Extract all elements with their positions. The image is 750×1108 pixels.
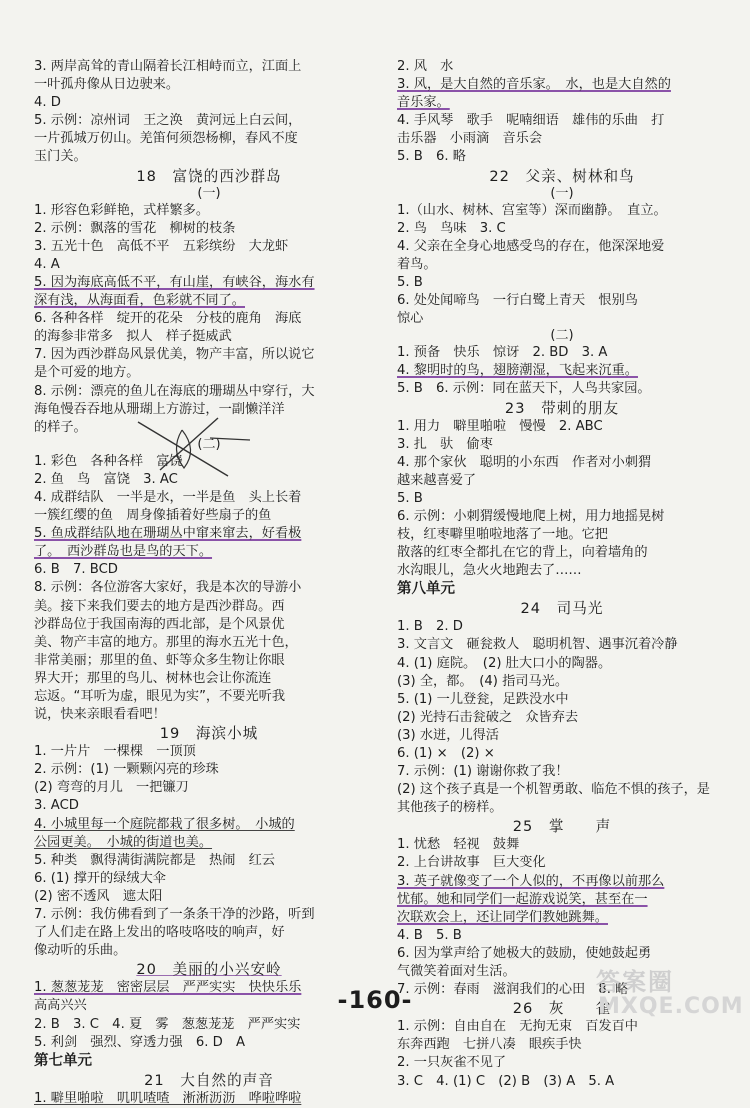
answer-text: (二) [197,436,221,452]
answer-text: 美。接下来我们要去的地方是西沙群岛。西 [34,598,285,614]
answer-text: 20 美丽的小兴安岭 [136,961,282,979]
answer-text: 5. (1) 一儿登瓮，足跌没水中 [397,691,569,707]
answer-line [34,58,384,76]
answer-text: 4. 成群结队 一半是水，一半是鱼 头上长着 [34,489,302,505]
answer-text: 6. 各种各样 绽开的花朵 分枝的鹿角 海底 [34,311,302,327]
answer-text: (3) 水迸，儿得活 [397,727,499,743]
answer-text: 6. (1) × (2) × [397,746,495,761]
answer-text: 4. D [34,95,61,111]
answer-text: 说，快来亲眼看看吧！ [34,707,166,723]
answer-text: 东奔西跑 七拼八凑 眼疾手快 [397,1037,582,1053]
answer-text: 3. 两岸高耸的青山隔着长江相峙而立，江面上 [34,59,302,74]
answer-line [34,852,384,870]
answer-line [397,58,727,76]
answer-text: 界大开；那里的鸟儿、树林也会让你流连 [34,670,272,686]
answer-line [397,873,727,891]
answer-line [34,834,384,852]
answer-line [397,673,727,691]
answer-line [34,652,384,670]
answer-text: 高高兴兴 [34,998,87,1014]
answer-text: (2) 弯弯的月儿 一把镰刀 [34,780,189,796]
answer-line [34,383,384,401]
answer-line [397,945,727,963]
answer-line [397,727,727,745]
answer-text: 非常美丽；那里的鱼、虾等众多生物让你眼 [34,652,285,668]
subsection-label [397,186,727,202]
answer-line [397,526,727,544]
answer-text: 4. 黎明时的鸟，翅膀潮湿，飞起来沉重。 [397,363,638,379]
answer-line [34,148,384,166]
answer-text: 24 司马光 [520,600,604,618]
answer-text: 3. C 4. (1) C (2) B (3) A 5. A [397,1073,615,1089]
answer-text: 5. B 6. 略 [397,149,466,165]
answer-line [34,130,384,148]
answer-text: 7. 因为西沙群岛风景优美，物产丰富，所以说它 [34,347,315,363]
answer-line [397,799,727,817]
answer-line [397,472,727,490]
answer-line [397,344,727,362]
answer-text: 4. 那个家伙 聪明的小东西 作者对小刺猬 [397,454,652,470]
answer-text: (2) 密不透风 遮太阳 [34,888,163,904]
answer-line [397,781,727,799]
answer-line [34,797,384,815]
answer-text: 6. 示例：小刺猬缓慢地爬上树，用力地摇晃树 [397,508,665,524]
answer-line [34,507,384,525]
answer-text: 2. 示例：(1) 一颗颗闪亮的珍珠 [34,762,219,778]
answer-line [34,1016,384,1034]
section-title [397,167,727,186]
answer-text: 忘返。“耳听为虚，眼见为实”，不要光听我 [34,689,286,704]
answer-text: 8. 示例：漂亮的鱼儿在海底的珊瑚丛中穿行，大 [34,383,315,399]
answer-line [397,1054,727,1072]
page-number: -160- [337,986,413,1014]
answer-text: 1. 一片片 一棵棵 一顶顶 [34,744,196,760]
answer-line [34,924,384,942]
answer-text: 1.（山水、树林、宫室等）深而幽静。 直立。 [397,202,667,218]
answer-line [397,909,727,927]
answer-line [34,561,384,579]
answer-text: 1. 葱葱茏茏 密密层层 严严实实 快快乐乐 [34,980,302,996]
answer-line [397,891,727,909]
answer-text: 的海参非常多 拟人 样子挺威武 [34,329,232,345]
answer-text: 沙群岛位于我国南海的西北部，是个风景优 [34,616,285,632]
answer-line [397,836,727,854]
subsection-label [34,186,384,202]
answer-line [397,274,727,292]
answer-text: 3. ACD [34,798,79,814]
answer-text: 1. 忧愁 轻视 鼓舞 [397,837,520,853]
answer-text: 5. 利剑 强烈、穿透力强 6. D A [34,1034,245,1050]
answer-text: 玉门关。 [34,149,87,165]
answer-text: 3. 文言文 砸瓮救人 聪明机智、遇事沉着冷静 [397,637,678,653]
section-title [34,960,384,979]
answer-line [397,691,727,709]
unit-heading [34,1052,384,1071]
answer-line [397,112,727,130]
answer-text: 23 带刺的朋友 [504,399,620,417]
answer-text: 8. 示例：各位游客大家好，我是本次的导游小 [34,580,302,596]
answer-line [397,380,727,398]
answer-text: 惊心 [397,311,424,327]
answer-text: 22 父亲、树林和鸟 [489,167,635,185]
answer-text: (一) [197,185,221,201]
answer-line [397,508,727,526]
answer-line [397,454,727,472]
answer-text: 散落的红枣全都扎在它的背上，向着墙角的 [397,545,648,561]
answer-line [397,1036,727,1054]
answer-text: 2. 鸟 鸟味 3. C [397,220,506,236]
answer-line [34,870,384,888]
answer-text: 5. 示例：凉州词 王之涣 黄河远上白云间， [34,113,302,129]
answer-text: 一片孤城万仞山。羌笛何须怨杨柳，春风不度 [34,131,298,147]
answer-text: 了。 西沙群岛也是鸟的天下。 [34,544,213,560]
answer-text: 25 掌 声 [512,818,612,836]
answer-line [397,256,727,274]
answer-text: 枝，红枣噼里啪啦地落了一地。它把 [397,527,608,543]
answer-text: 5. B [397,490,423,506]
answer-text: 21 大自然的声音 [144,1071,274,1089]
answer-line [397,130,727,148]
answer-line [397,202,727,220]
answer-line [34,94,384,112]
left-column [34,58,384,1108]
answer-line [397,544,727,562]
answer-line [34,112,384,130]
unit-heading [397,580,727,599]
answer-text: 一叶孤舟像从日边驶来。 [34,77,180,93]
answer-line [397,1073,727,1091]
watermark-logo [596,962,744,1024]
answer-line [34,816,384,834]
answer-text: 2. 示例：飘落的雪花 柳树的枝条 [34,220,236,236]
answer-text: 了人们走在路上发出的咯吱咯吱的响声，好 [34,925,285,941]
answer-line [397,655,727,673]
answer-text: 7. 示例：我仿佛看到了一条条干净的沙路，听到 [34,907,315,923]
answer-text: 3. 英子就像变了一个人似的，不再像以前那么 [397,873,665,889]
answer-text: 2. 一只灰雀不见了 [397,1055,507,1071]
answer-text: 1. 形容色彩鲜艳，式样繁多。 [34,202,210,218]
answer-line [34,743,384,761]
answer-line [34,906,384,924]
answer-text: 5. 鱼成群结队地在珊瑚丛中窜来窜去，好看极 [34,526,302,542]
answer-line [397,238,727,256]
answer-text: 2. 上台讲故事 巨大变化 [397,855,546,871]
answer-text: (2) 光持石击瓮破之 众皆弃去 [397,709,579,725]
answer-text: 次联欢会上，还让同学们教她跳舞。 [397,909,608,925]
answer-text: 1. 噼里啪啦 叽叽喳喳 淅淅沥沥 哗啦哗啦 [34,1090,302,1106]
answer-line [397,94,727,112]
answer-text: 1. 示例：自由自在 无拘无束 百发百中 [397,1019,638,1035]
answer-text: 着鸟。 [397,256,437,272]
answer-line [34,1090,384,1108]
answer-text: 2. 风 水 [397,59,454,74]
answer-line [397,220,727,238]
answer-line [397,76,727,94]
answer-text: 4. 小城里每一个庭院都栽了很多树。 小城的 [34,816,295,832]
answer-text: 5. B [397,274,423,290]
answer-line [397,292,727,310]
answer-text: 2. B 3. C 4. 夏 雾 葱葱茏茏 严严实实 [34,1016,301,1032]
answer-line [34,761,384,779]
answer-line [397,310,727,328]
answer-line [34,942,384,960]
watermark-url: MXQE.COM [598,994,744,1019]
answer-line [34,706,384,724]
answer-text: 音乐家。 [397,95,450,111]
section-title [34,724,384,743]
answer-text: 5. B 6. 示例：同在蓝天下，人鸟共家园。 [397,381,651,397]
answer-line [397,854,727,872]
answer-text: 6. 因为掌声给了她极大的鼓励，使她鼓起勇 [397,945,652,961]
answer-line [34,256,384,274]
answer-text: (二) [550,328,574,344]
answer-line [34,310,384,328]
answer-text: 5. 因为海底高低不平，有山崖，有峡谷，海水有 [34,274,315,290]
answer-line [34,670,384,688]
answer-text: 7. 示例：春雨 滋润我们的心田 8. 略 [397,982,629,998]
answer-text: 其他孩子的榜样。 [397,800,503,816]
answer-text: 深有浅，从海面看，色彩就不同了。 [34,293,245,309]
answer-text: 1. B 2. D [397,619,463,635]
section-title [34,1071,384,1090]
answer-text: 1. 预备 快乐 惊讶 2. BD 3. A [397,345,608,361]
subsection-label [397,328,727,344]
answer-text: 的样子。 [34,419,87,435]
answer-text: 公园更美。 小城的街道也美。 [34,834,213,850]
answer-line [34,579,384,597]
answer-line [34,202,384,220]
answer-text: 4. 手风琴 歌手 呢喃细语 雄伟的乐曲 打 [397,113,665,129]
answer-text: 7. 示例：(1) 谢谢你救了我！ [397,764,569,780]
answer-text: 1. 用力 噼里啪啦 慢慢 2. ABC [397,418,603,434]
answer-line [34,779,384,797]
answer-text: 越来越喜爱了 [397,472,477,488]
answer-line [34,525,384,543]
answer-text: 26 灰 雀 [512,1000,612,1018]
answer-line [34,220,384,238]
answer-line [34,888,384,906]
answer-text: 气微笑着面对生活。 [397,964,516,980]
watermark-text: 答案圈 [596,968,674,996]
answer-line [397,927,727,945]
answer-line [34,364,384,382]
answer-text: 一簇红缨的鱼 周身像插着好些扇子的鱼 [34,508,272,524]
answer-line [34,328,384,346]
answer-text: 3. 扎 驮 偷枣 [397,436,493,452]
answer-line [397,490,727,508]
answer-text: 击乐器 小雨滴 音乐会 [397,131,543,147]
answer-text: 2. 鱼 鸟 富饶 3. AC [34,471,178,487]
answer-text: 海龟慢吞吞地从珊瑚上方游过，一副懒洋洋 [34,401,285,417]
answer-line [397,148,727,166]
answer-text: 水沟眼儿，急火火地跑去了…… [397,563,582,579]
answer-text: 3. 风，是大自然的音乐家。 水，也是大自然的 [397,77,671,93]
answer-line [34,1034,384,1052]
answer-line [34,688,384,706]
answer-line [34,76,384,94]
answer-text: 4. 父亲在全身心地感受鸟的存在，他深深地爱 [397,238,665,254]
right-column [397,58,727,1091]
answer-text: 是个可爱的地方。 [34,365,140,381]
answer-line [397,745,727,763]
answer-line [34,274,384,292]
answer-line [397,362,727,380]
answer-line [397,436,727,454]
section-title [34,167,384,186]
answer-line [397,763,727,781]
answer-text: 3. 五光十色 高低不平 五彩缤纷 大龙虾 [34,238,289,254]
answer-text: (一) [550,185,574,201]
section-title [397,599,727,618]
answer-line [34,598,384,616]
answer-line [34,543,384,561]
answer-line [34,346,384,364]
answer-text: 6. B 7. BCD [34,562,118,578]
answer-text: 6. (1) 撑开的绿绒大伞 [34,870,166,886]
answer-line [34,292,384,310]
answer-line [397,636,727,654]
answer-line [397,709,727,727]
answer-text: 4. (1) 庭院。 (2) 肚大口小的陶器。 [397,655,612,671]
answer-text: 像动听的乐曲。 [34,943,127,959]
answer-text: 第八单元 [397,581,455,598]
answer-text: 18 富饶的西沙群岛 [136,167,282,185]
answer-line [34,238,384,256]
answer-line [397,618,727,636]
answer-line [397,562,727,580]
answer-text: 4. B 5. B [397,927,462,943]
section-title [397,817,727,836]
answer-line [34,616,384,634]
answer-line [34,634,384,652]
answer-text: 19 海滨小城 [159,725,259,743]
answer-text: 忧郁。她和同学们一起游戏说笑，甚至在一 [397,891,648,907]
section-title [397,399,727,418]
answer-line [397,418,727,436]
answer-text: 美、物产丰富的地方。那里的海水五光十色， [34,634,298,650]
answer-line [34,489,384,507]
answer-text: 4. A [34,256,60,272]
answer-text: 6. 处处闻啼鸟 一行白鹭上青天 恨别鸟 [397,293,638,309]
answer-text: 1. 彩色 各种各样 富饶 [34,453,183,469]
answer-text: 第七单元 [34,1052,92,1069]
answer-text: (2) 这个孩子真是一个机智勇敢、临危不惧的孩子，是 [397,782,710,798]
answer-text: (3) 全，都。 (4) 指司马光。 [397,673,569,689]
handwritten-scribble-mark [100,410,270,485]
answer-text: 5. 种类 飘得满街满院都是 热闹 红云 [34,852,275,868]
